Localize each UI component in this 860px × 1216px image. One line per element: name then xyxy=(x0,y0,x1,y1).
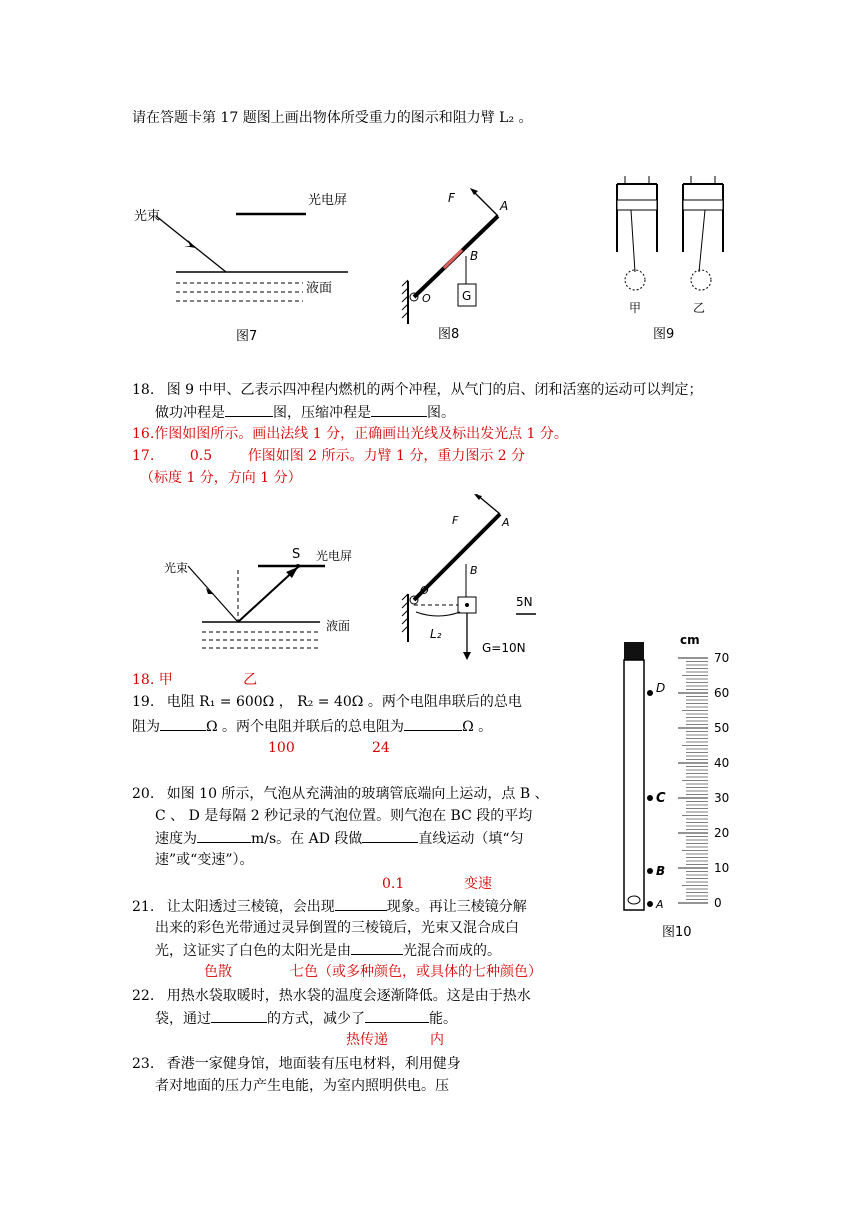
q19-blank1 xyxy=(160,716,206,731)
q22-text2a: 袋，通过 xyxy=(155,1011,211,1027)
ruler-label: 70 xyxy=(714,651,730,665)
ans18-b: 乙 xyxy=(243,672,258,688)
fig7-liquid-label: 液面 xyxy=(306,281,333,296)
fig8-A: A xyxy=(500,199,509,213)
fig9-caption: 图9 xyxy=(653,327,675,342)
q19-text1: 电阻 R₁ = 600Ω ， R₂ = 40Ω 。两个电阻串联后的总电 xyxy=(166,694,522,710)
answer-figure-1 xyxy=(160,540,365,665)
ansfig2-scale: 5N xyxy=(516,595,533,609)
ansfig2-O: O xyxy=(420,584,429,597)
q19-text2b: Ω 。两个电阻并联后的总电阻为 xyxy=(206,719,405,735)
ansfig1-beam: 光束 xyxy=(164,561,189,575)
fig10-caption: 图10 xyxy=(662,925,692,940)
ruler-scale xyxy=(678,651,729,910)
ans17-line1: 17. 0.5 作图如图 2 所示。力臂 1 分，重力图示 2 分 xyxy=(132,448,526,464)
fig7-screen-label: 光电屏 xyxy=(308,193,348,208)
ans21-a: 色散 xyxy=(204,964,232,980)
q23-line2: 者对地面的压力产生电能，为室内照明供电。压 xyxy=(155,1078,449,1094)
q21-number: 21. xyxy=(132,899,155,915)
q21-line3 xyxy=(155,940,501,961)
q22-blank1 xyxy=(211,1008,267,1023)
fig9-jia: 甲 xyxy=(629,301,642,315)
ans21-b: 七色（或多种颜色，或具体的七种颜色） xyxy=(290,964,542,980)
ruler-label: 50 xyxy=(714,721,730,735)
ans19-b: 24 xyxy=(372,740,390,756)
q18-line2 xyxy=(155,402,455,423)
ansfig2-L2: L₂ xyxy=(430,627,442,641)
q20-line1 xyxy=(132,784,549,804)
q21-text1a: 让太阳透过三棱镜，会出现 xyxy=(166,899,335,915)
answer-figure-2 xyxy=(396,494,556,664)
q18-text2c: 图。 xyxy=(427,405,455,421)
ansfig1-liquid: 液面 xyxy=(326,619,351,633)
q20-line3 xyxy=(155,828,524,849)
q20-blank1 xyxy=(197,828,251,843)
q20-line2: C 、 D 是每隔 2 秒记录的气泡位置。则气泡在 BC 段的平均 xyxy=(155,808,533,824)
q23-number: 23. xyxy=(132,1056,155,1072)
q21-text3b: 光混合而成的。 xyxy=(403,943,501,959)
q22-line1 xyxy=(132,986,531,1006)
figure-7 xyxy=(128,180,358,350)
fig8-G: G xyxy=(462,289,472,303)
q20-text3a: 速度为 xyxy=(155,831,197,847)
fig8-caption: 图8 xyxy=(438,327,460,342)
q21-line2: 出来的彩色光带通过灵异倒置的三棱镜后，光束又混合成白 xyxy=(155,920,519,936)
fig8-F: F xyxy=(448,191,455,205)
ansfig2-A: A xyxy=(502,516,510,529)
figure-9 xyxy=(605,172,735,344)
q18-blank1 xyxy=(225,402,273,417)
q19-text2c: Ω 。 xyxy=(462,719,493,735)
q19-line1 xyxy=(132,692,522,712)
q20-text3c: 直线运动（填“匀 xyxy=(418,831,524,847)
fig10-unit: cm xyxy=(680,633,700,647)
q21-blank2 xyxy=(351,940,403,955)
q19-number: 19. xyxy=(132,694,155,710)
ans20-b: 变速 xyxy=(464,876,492,892)
q23-text1: 香港一家健身馆，地面装有压电材料，利用健身 xyxy=(166,1056,461,1072)
q21-text1b: 现象。再让三棱镜分解 xyxy=(386,899,527,915)
q23-line1 xyxy=(132,1054,461,1074)
q18-number: 18. xyxy=(132,382,155,398)
q18-text2a: 做功冲程是 xyxy=(155,405,225,421)
ruler-label: 0 xyxy=(714,896,722,910)
ruler-label: 60 xyxy=(714,686,730,700)
ruler-label: 40 xyxy=(714,756,730,770)
q20-number: 20. xyxy=(132,786,155,802)
ansfig1-screen: 光电屏 xyxy=(316,549,353,563)
q18-blank2 xyxy=(371,402,427,417)
q22-number: 22. xyxy=(132,988,155,1004)
ansfig2-B: B xyxy=(470,564,478,577)
fig10-D: D xyxy=(656,681,666,695)
q19-text2a: 阻为 xyxy=(132,719,160,735)
ansfig2-gravity: G=10N xyxy=(482,641,526,655)
q20-line4: 速”或“变速”）。 xyxy=(155,852,254,868)
fig10-B: B xyxy=(656,864,666,878)
q21-blank1 xyxy=(335,896,387,911)
ans19-a: 100 xyxy=(268,740,295,756)
q21-text3a: 光，这证实了白色的太阳光是由 xyxy=(155,943,351,959)
ans18 xyxy=(132,670,257,690)
ruler-label: 10 xyxy=(714,861,730,875)
ans20-a: 0.1 xyxy=(382,876,405,892)
q18-text2b: 图，压缩冲程是 xyxy=(273,405,371,421)
fig10-C: C xyxy=(656,791,666,806)
q22-text2c: 能。 xyxy=(429,1011,457,1027)
q22-blank2 xyxy=(365,1008,429,1023)
q19-blank2 xyxy=(404,716,462,731)
ans17-line2: （标度 1 分，方向 1 分） xyxy=(140,470,302,486)
ansfig1-S: S xyxy=(292,547,301,562)
q20-blank2 xyxy=(362,828,418,843)
ruler-label: 20 xyxy=(714,826,730,840)
q18-line1 xyxy=(132,380,703,400)
q20-text3b: m/s。在 AD 段做 xyxy=(251,831,363,847)
ansfig2-F: F xyxy=(452,514,459,527)
figure-10 xyxy=(612,628,752,946)
q22-text2b: 的方式，减少了 xyxy=(267,1011,365,1027)
q18-text1: 图 9 中甲、乙表示四冲程内燃机的两个冲程，从气门的启、闭和活塞的运动可以判定； xyxy=(166,382,703,398)
fig10-A: A xyxy=(656,898,664,911)
q19-line2 xyxy=(132,716,492,737)
fig7-caption: 图7 xyxy=(236,329,258,344)
fig8-O: O xyxy=(422,292,431,305)
ans18-a: 18. 甲 xyxy=(132,672,173,688)
ans22-a: 热传递 xyxy=(346,1032,388,1048)
q22-text1: 用热水袋取暖时，热水袋的温度会逐渐降低。这是由于热水 xyxy=(166,988,531,1004)
ans22-b: 内 xyxy=(430,1032,444,1048)
fig8-B: B xyxy=(470,249,479,263)
intro-text: 请在答题卡第 17 题图上画出物体所受重力的图示和阻力臂 L₂ 。 xyxy=(132,110,533,126)
q22-line2 xyxy=(155,1008,457,1029)
ans16: 16.作图如图所示。画出法线 1 分，正确画出光线及标出发光点 1 分。 xyxy=(132,426,568,442)
q21-line1 xyxy=(132,896,527,917)
q20-text1: 如图 10 所示，气泡从充满油的玻璃管底端向上运动，点 B 、 xyxy=(166,786,549,802)
fig9-yi: 乙 xyxy=(693,301,706,315)
fig7-beam-label: 光束 xyxy=(134,209,161,224)
ruler-label: 30 xyxy=(714,791,730,805)
figure-8 xyxy=(400,176,510,346)
